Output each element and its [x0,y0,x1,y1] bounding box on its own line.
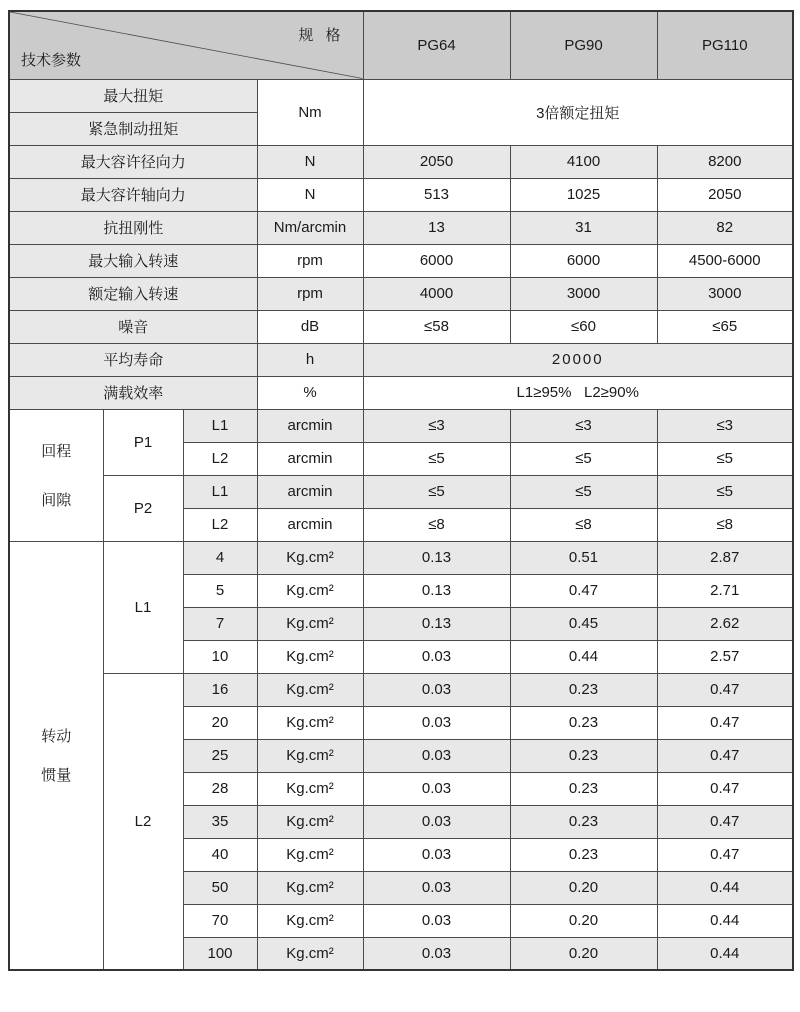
unit-cell: arcmin [257,442,363,475]
unit-cell: % [257,376,363,409]
ratio-cell: 50 [183,871,257,904]
ratio-cell: 40 [183,838,257,871]
inertia-label-line2: 惯量 [41,767,72,785]
value-cell: 0.44 [657,871,793,904]
value-cell: 31 [510,211,657,244]
unit-cell: Kg.cm² [257,871,363,904]
inertia-label-line1: 转动 [41,728,72,746]
value-cell: ≤65 [657,310,793,343]
value-cell: 1025 [510,178,657,211]
value-cell: 0.23 [510,739,657,772]
value-cell: ≤3 [510,409,657,442]
unit-cell-torque: Nm [257,79,363,145]
unit-cell: rpm [257,244,363,277]
unit-cell: Kg.cm² [257,805,363,838]
value-cell: ≤8 [657,508,793,541]
unit-cell: dB [257,310,363,343]
value-cell: 0.47 [657,706,793,739]
value-cell: 0.47 [657,805,793,838]
value-cell: ≤5 [363,475,510,508]
value-cell: 4100 [510,145,657,178]
value-cell: 0.03 [363,706,510,739]
value-cell: 2.71 [657,574,793,607]
backlash-label-line2: 间隙 [41,492,72,509]
unit-cell: rpm [257,277,363,310]
row-label-axial-force: 最大容许轴向力 [9,178,257,211]
value-cell: 0.20 [510,937,657,970]
ratio-cell: 16 [183,673,257,706]
value-cell: 0.03 [363,805,510,838]
value-cell: 0.03 [363,739,510,772]
unit-cell: Kg.cm² [257,739,363,772]
value-cell: 0.23 [510,706,657,739]
value-cell: ≤5 [657,475,793,508]
value-cell: 0.23 [510,838,657,871]
unit-cell: h [257,343,363,376]
value-cell: ≤5 [363,442,510,475]
row-label-max-input-speed: 最大输入转速 [9,244,257,277]
value-cell: 0.47 [510,574,657,607]
value-cell: 0.20 [510,871,657,904]
value-cell: 2.57 [657,640,793,673]
row-label-rated-input-speed: 额定输入转速 [9,277,257,310]
group-label-p1: P1 [103,409,183,475]
unit-cell: Kg.cm² [257,937,363,970]
value-cell: 0.03 [363,871,510,904]
value-cell: 0.03 [363,772,510,805]
ratio-cell: 10 [183,640,257,673]
unit-cell: Kg.cm² [257,673,363,706]
unit-cell: arcmin [257,475,363,508]
value-cell: 3000 [510,277,657,310]
value-cell: 0.13 [363,541,510,574]
value-cell: 4000 [363,277,510,310]
value-cell: 513 [363,178,510,211]
unit-cell: Kg.cm² [257,607,363,640]
spec-table [8,10,794,971]
unit-cell: Kg.cm² [257,838,363,871]
value-cell: ≤5 [657,442,793,475]
value-cell: 0.03 [363,937,510,970]
ratio-cell: 7 [183,607,257,640]
header-corner-cell [9,11,363,79]
value-cell: 0.47 [657,739,793,772]
unit-cell: Kg.cm² [257,640,363,673]
row-label-radial-force: 最大容许径向力 [9,145,257,178]
value-cell: 0.47 [657,838,793,871]
value-cell-efficiency: L1≥95% L2≥90% [363,376,793,409]
value-cell: 0.47 [657,772,793,805]
value-cell: 0.03 [363,838,510,871]
value-cell: ≤8 [363,508,510,541]
unit-cell: Kg.cm² [257,574,363,607]
value-cell: 0.20 [510,904,657,937]
value-cell: 2.62 [657,607,793,640]
value-cell-life: 20000 [363,343,793,376]
model-header-pg64: PG64 [363,11,510,79]
group-label-p2: P2 [103,475,183,541]
value-cell: 0.44 [657,904,793,937]
unit-cell: N [257,178,363,211]
value-cell: 0.03 [363,673,510,706]
ratio-cell: 20 [183,706,257,739]
value-cell: 0.23 [510,805,657,838]
row-label-noise: 噪音 [9,310,257,343]
value-cell: 0.45 [510,607,657,640]
value-cell: ≤8 [510,508,657,541]
value-cell: ≤3 [363,409,510,442]
value-cell: ≤60 [510,310,657,343]
unit-cell: Nm/arcmin [257,211,363,244]
value-cell: 0.44 [657,937,793,970]
value-cell: 0.13 [363,607,510,640]
value-cell: ≤58 [363,310,510,343]
row-label-efficiency: 满载效率 [9,376,257,409]
value-cell: 0.23 [510,772,657,805]
value-cell: 0.47 [657,673,793,706]
unit-cell: arcmin [257,508,363,541]
unit-cell: Kg.cm² [257,772,363,805]
section-label-backlash [9,409,103,541]
value-cell: 0.44 [510,640,657,673]
ratio-cell: 35 [183,805,257,838]
row-label-max-torque: 最大扭矩 [9,79,257,112]
level-cell: L2 [183,508,257,541]
value-cell: 3000 [657,277,793,310]
backlash-label-line1: 回程 [41,443,72,460]
group-label-l1: L1 [103,541,183,673]
group-label-l2: L2 [103,673,183,970]
value-cell: ≤3 [657,409,793,442]
unit-cell: Kg.cm² [257,904,363,937]
value-cell: 0.03 [363,640,510,673]
ratio-cell: 100 [183,937,257,970]
section-label-inertia [9,541,103,970]
row-label-average-life: 平均寿命 [9,343,257,376]
ratio-cell: 25 [183,739,257,772]
level-cell: L1 [183,409,257,442]
corner-label-spec: 规 格 [298,27,345,44]
row-label-brake-torque: 紧急制动扭矩 [9,112,257,145]
unit-cell: N [257,145,363,178]
row-label-torsional-rigidity: 抗扭刚性 [9,211,257,244]
unit-cell: Kg.cm² [257,541,363,574]
value-cell: 6000 [363,244,510,277]
unit-cell: arcmin [257,409,363,442]
value-cell: 8200 [657,145,793,178]
value-cell: 4500-6000 [657,244,793,277]
model-header-pg110: PG110 [657,11,793,79]
corner-label-params: 技术参数 [21,51,82,69]
ratio-cell: 5 [183,574,257,607]
value-cell: 2.87 [657,541,793,574]
value-cell: ≤5 [510,442,657,475]
model-header-pg90: PG90 [510,11,657,79]
ratio-cell: 28 [183,772,257,805]
value-cell: 0.03 [363,904,510,937]
ratio-cell: 4 [183,541,257,574]
level-cell: L2 [183,442,257,475]
unit-cell: Kg.cm² [257,706,363,739]
ratio-cell: 70 [183,904,257,937]
value-cell: ≤5 [510,475,657,508]
value-cell-torque: 3倍额定扭矩 [363,79,793,145]
value-cell: 0.23 [510,673,657,706]
value-cell: 82 [657,211,793,244]
value-cell: 2050 [363,145,510,178]
value-cell: 0.51 [510,541,657,574]
value-cell: 0.13 [363,574,510,607]
value-cell: 13 [363,211,510,244]
level-cell: L1 [183,475,257,508]
value-cell: 2050 [657,178,793,211]
value-cell: 6000 [510,244,657,277]
